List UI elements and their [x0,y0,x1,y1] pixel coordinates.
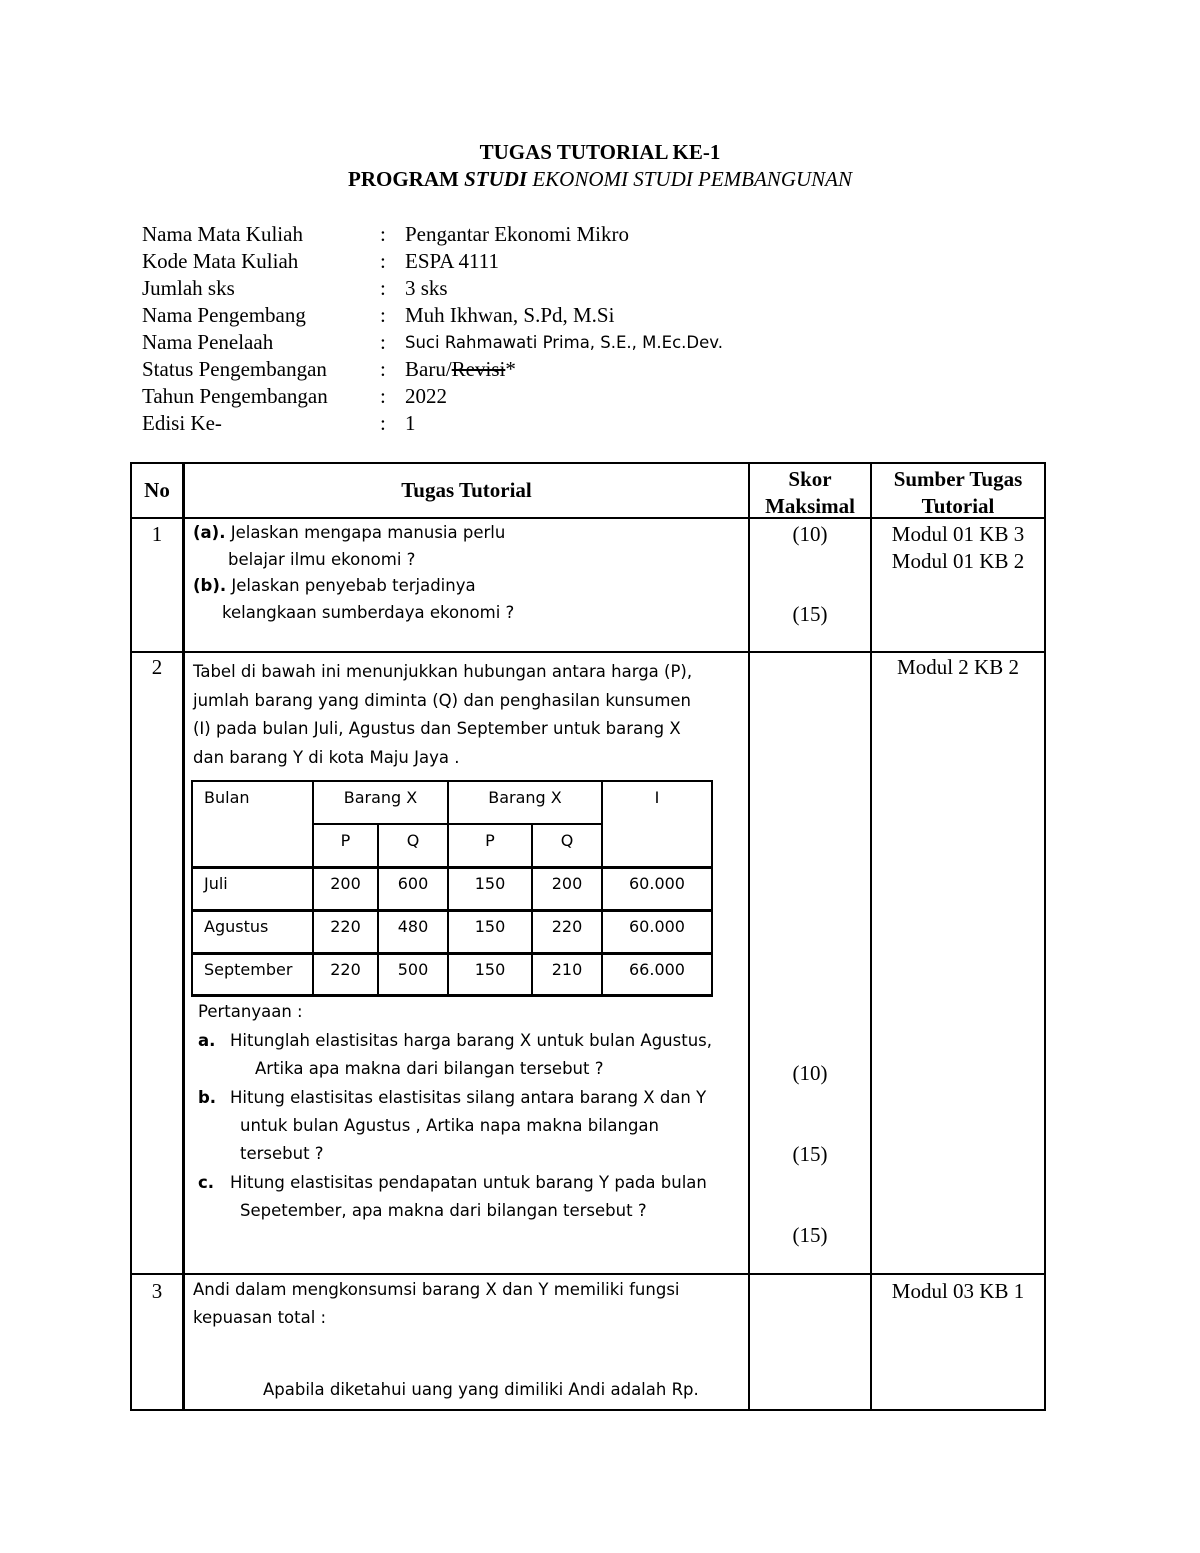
row2-source: Modul 2 KB 2 [897,655,1019,679]
meta-separator: : [380,357,386,381]
meta-value: 2022 [405,384,447,408]
row1-question-a-line1 [193,523,505,542]
inner-cell-bulan: Juli [204,874,228,893]
status-asterisk: * [505,357,516,381]
meta-value [405,357,516,382]
header-score-line2: Maksimal [765,494,855,518]
inner-cell-bulan: Agustus [204,917,269,936]
inner-cell-q2: 220 [551,917,583,936]
subtitle-part-studi: STUDI [464,167,528,191]
meta-separator: : [380,411,386,435]
inner-header-barang-x: Barang X [343,788,418,807]
row1-question-a-line2: belajar ilmu ekonomi ? [228,550,416,569]
meta-value: Suci Rahmawati Prima, S.E., M.Ec.Dev. [405,333,723,352]
status-baru: Baru/ [405,357,452,381]
table-col-divider [870,462,872,1411]
header-no: No [144,478,170,502]
row3-text-line2: kepuasan total : [193,1308,327,1327]
meta-separator: : [380,330,386,354]
meta-label: Nama Mata Kuliah [142,222,303,246]
meta-value: ESPA 4111 [405,249,499,273]
inner-row-line [191,866,713,869]
inner-cell-p1: 220 [330,917,361,936]
row2-q-b-line2: untuk bulan Agustus , Artika napa makna bilangan [240,1116,659,1135]
subtitle-part-program-name: EKONOMI STUDI PEMBANGUNAN [527,167,852,191]
meta-row-course-code [0,249,1200,279]
header-score [750,466,870,520]
inner-cell-income: 60.000 [629,917,685,936]
row1-a-label: (a). [193,523,226,542]
inner-header-q1: Q [406,831,420,850]
meta-value: Pengantar Ekonomi Mikro [405,222,629,246]
row1-a-text: Jelaskan mengapa manusia perlu [225,523,506,542]
row2-q-b-line3: tersebut ? [240,1144,324,1163]
inner-cell-q1: 500 [397,960,429,979]
meta-label: Tahun Pengembangan [142,384,328,408]
row2-q-c-line2: Sepetember, apa makna dari bilangan tersebut ? [240,1201,647,1220]
row2-q-c-line1: Hitung elastisitas pendapatan untuk barang Y pada bulan [230,1173,707,1192]
inner-cell-income: 66.000 [629,960,685,979]
row1-b-text: Jelaskan penyebab terjadinya [226,576,476,595]
document-subtitle [0,167,1200,192]
row1-score-a: (10) [792,522,828,546]
inner-cell-income: 60.000 [629,874,685,893]
meta-label: Jumlah sks [142,276,235,300]
row3-text-line3: Apabila diketahui uang yang dimiliki Andi adalah Rp. [263,1380,699,1399]
inner-cell-p1: 200 [330,874,361,893]
inner-header-income: I [654,788,660,807]
row2-intro-line: jumlah barang yang diminta (Q) dan penghasilan kunsumen [193,690,692,710]
inner-header-barang-x-second: Barang X [488,788,562,807]
inner-cell-p1: 220 [330,960,361,979]
row1-question-b-line1 [193,576,476,595]
inner-header-q2: Q [560,831,574,850]
inner-header-p2: P [485,831,495,850]
row2-q-a-label: a. [198,1031,216,1050]
header-source [872,466,1044,520]
inner-cell-p2: 150 [474,960,506,979]
inner-header-bulan: Bulan [204,788,250,807]
table-row-divider [130,651,1046,653]
inner-border-left [191,780,193,997]
document-title: TUGAS TUTORIAL KE-1 [479,140,721,164]
row1-score-b: (15) [792,602,828,626]
meta-label: Edisi Ke- [142,411,222,435]
row2-intro-line: dan barang Y di kota Maju Jaya . [193,747,460,767]
inner-cell-bulan: September [204,960,293,979]
header-task: Tugas Tutorial [401,478,532,502]
inner-border-right [711,780,713,997]
meta-label: Kode Mata Kuliah [142,249,299,273]
inner-row-line [191,909,713,912]
row1-no: 1 [151,522,163,546]
table-border-bottom [130,1409,1046,1411]
table-border-left [130,462,132,1411]
header-score-line1: Skor [788,467,832,491]
row2-q-b-line1: Hitung elastisitas elastisitas silang antara barang X dan Y [230,1088,707,1107]
row1-source-1: Modul 01 KB 3 [891,522,1025,546]
subtitle-part-program: PROGRAM [348,167,465,191]
inner-cell-q2: 200 [551,874,583,893]
meta-value: 1 [405,411,416,435]
row1-question-b-line2: kelangkaan sumberdaya ekonomi ? [222,603,515,622]
meta-row-edition [0,411,1200,441]
row2-no: 2 [151,655,163,679]
row2-question-title: Pertanyaan : [198,1002,303,1021]
row3-no: 3 [151,1279,163,1303]
row2-score-c: (15) [792,1223,828,1247]
meta-separator: : [380,249,386,273]
table-border-top [130,462,1046,464]
price-quantity-table [191,780,713,996]
inner-cell-p2: 150 [474,917,506,936]
meta-label: Status Pengembangan [142,357,327,381]
row2-intro-line: Tabel di bawah ini menunjukkan hubungan antara harga (P), [193,662,693,681]
row1-b-label: (b). [193,576,227,595]
row2-intro [193,658,692,772]
status-revisi-struck: Revisi [451,357,506,381]
meta-row-status [0,357,1200,387]
meta-row-developer [0,303,1200,333]
inner-border-top [191,780,713,782]
inner-cell-q1: 600 [397,874,429,893]
header-source-line2: Tutorial [921,494,995,518]
table-border-right [1044,462,1046,1411]
meta-separator: : [380,222,386,246]
row2-intro-line: (I) pada bulan Juli, Agustus dan September untuk barang X [193,719,681,738]
row2-q-a-line1: Hitunglah elastisitas harga barang X untuk bulan Agustus, [230,1031,712,1050]
meta-row-course-name [0,222,1200,252]
row2-score-a: (10) [792,1061,828,1085]
row2-score-b: (15) [792,1142,828,1166]
inner-row-line [191,952,713,955]
inner-border-bottom [191,994,713,997]
inner-cell-p2: 150 [474,874,506,893]
meta-value: 3 sks [405,276,448,300]
meta-label: Nama Pengembang [142,303,306,327]
meta-separator: : [380,303,386,327]
inner-cell-q1: 480 [397,917,429,936]
meta-label: Nama Penelaah [142,330,274,354]
row2-q-b-label: b. [198,1088,217,1107]
meta-value: Muh Ikhwan, S.Pd, M.Si [405,303,615,327]
row3-text-line1: Andi dalam mengkonsumsi barang X dan Y memiliki fungsi [193,1280,680,1299]
row2-q-a-line2: Artika apa makna dari bilangan tersebut ? [255,1059,604,1078]
meta-separator: : [380,384,386,408]
row2-q-c-label: c. [198,1173,215,1192]
header-source-line1: Sumber Tugas [893,467,1023,491]
meta-separator: : [380,276,386,300]
row3-source: Modul 03 KB 1 [891,1279,1025,1303]
meta-row-reviewer [0,330,1200,360]
table-col-divider [182,462,185,1411]
inner-header-p1: P [340,831,351,850]
meta-row-credits [0,276,1200,306]
inner-cell-q2: 210 [551,960,583,979]
meta-row-year [0,384,1200,414]
row1-source-2: Modul 01 KB 2 [891,549,1025,573]
inner-subheader-line [312,823,601,825]
table-row-divider [130,1273,1046,1275]
